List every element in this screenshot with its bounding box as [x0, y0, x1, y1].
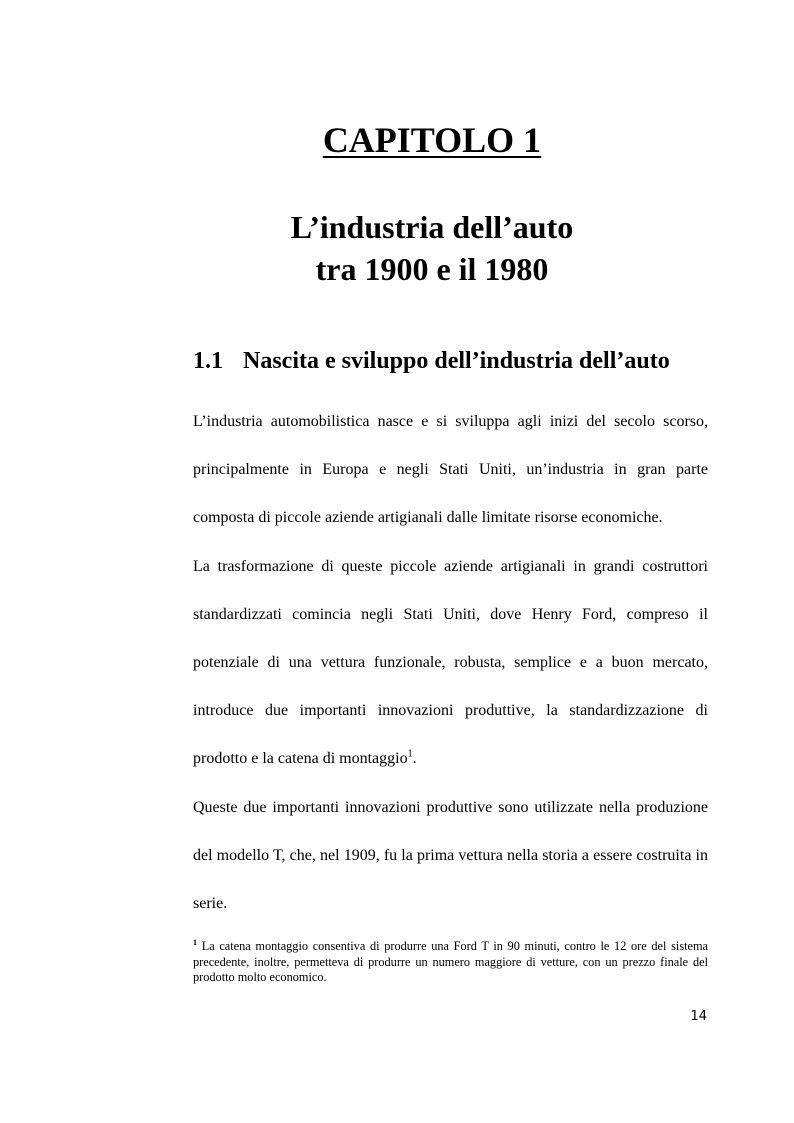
chapter-title	[0, 206, 794, 290]
footnote-marker: 1	[193, 937, 197, 947]
paragraph-3: Queste due importanti innovazioni produttive sono utilizzate nella produzione del modello T, che, nel 1909, fu la prima vettura nella storia a essere costruita in serie.	[193, 798, 708, 913]
chapter-title-line-2: tra 1900 e il 1980	[315, 251, 549, 287]
body-text	[193, 398, 708, 928]
footnote-text: La catena montaggio consentiva di produrre una Ford T in 90 minuti, contro le 12 ore del sistema precedente, inoltre, permetteva di produrre un numero maggiore di vetture, con un prezzo finale del prodotto molto economico.	[193, 939, 708, 984]
chapter-title-line-1: L’industria dell’auto	[290, 209, 574, 245]
paragraph-2: La trasformazione di queste piccole aziende artigianali in grandi costruttori standardizzati comincia negli Stati Uniti, dove Henry Ford, compreso il potenziale di una vettura funzionale, robusta, semplice e a buon mercato, introduce due importanti innovazioni produttive, la standardizzazione di prodotto e la catena di montaggio$^1$.	[193, 557, 708, 768]
section-title: Nascita e sviluppo dell’industria dell’auto	[243, 348, 670, 374]
paragraph-2-text: La trasformazione di queste piccole aziende artigianali in grandi costruttori standardizzati comincia negli Stati Uniti, dove Henry Ford, compreso il potenziale di una vettura funzionale, robusta, semplice e a buon mercato, introduce due importanti innovazioni produttive, la standardizzazione di prodotto e la catena di montaggio	[193, 557, 708, 768]
page-number: 14	[690, 1009, 707, 1024]
chapter-label: CAPITOLO 1	[322, 120, 542, 160]
section-number: 1.1	[193, 348, 223, 374]
footnote	[193, 939, 708, 986]
footnote-reference[interactable]: 1	[407, 749, 413, 761]
section-heading	[193, 345, 670, 377]
paragraph-1: L’industria automobilistica nasce e si sviluppa agli inizi del secolo scorso, principalmente in Europa e negli Stati Uniti, un’industria in gran parte composta di piccole aziende artigianali dalle limitate risorse economiche.	[193, 413, 708, 527]
